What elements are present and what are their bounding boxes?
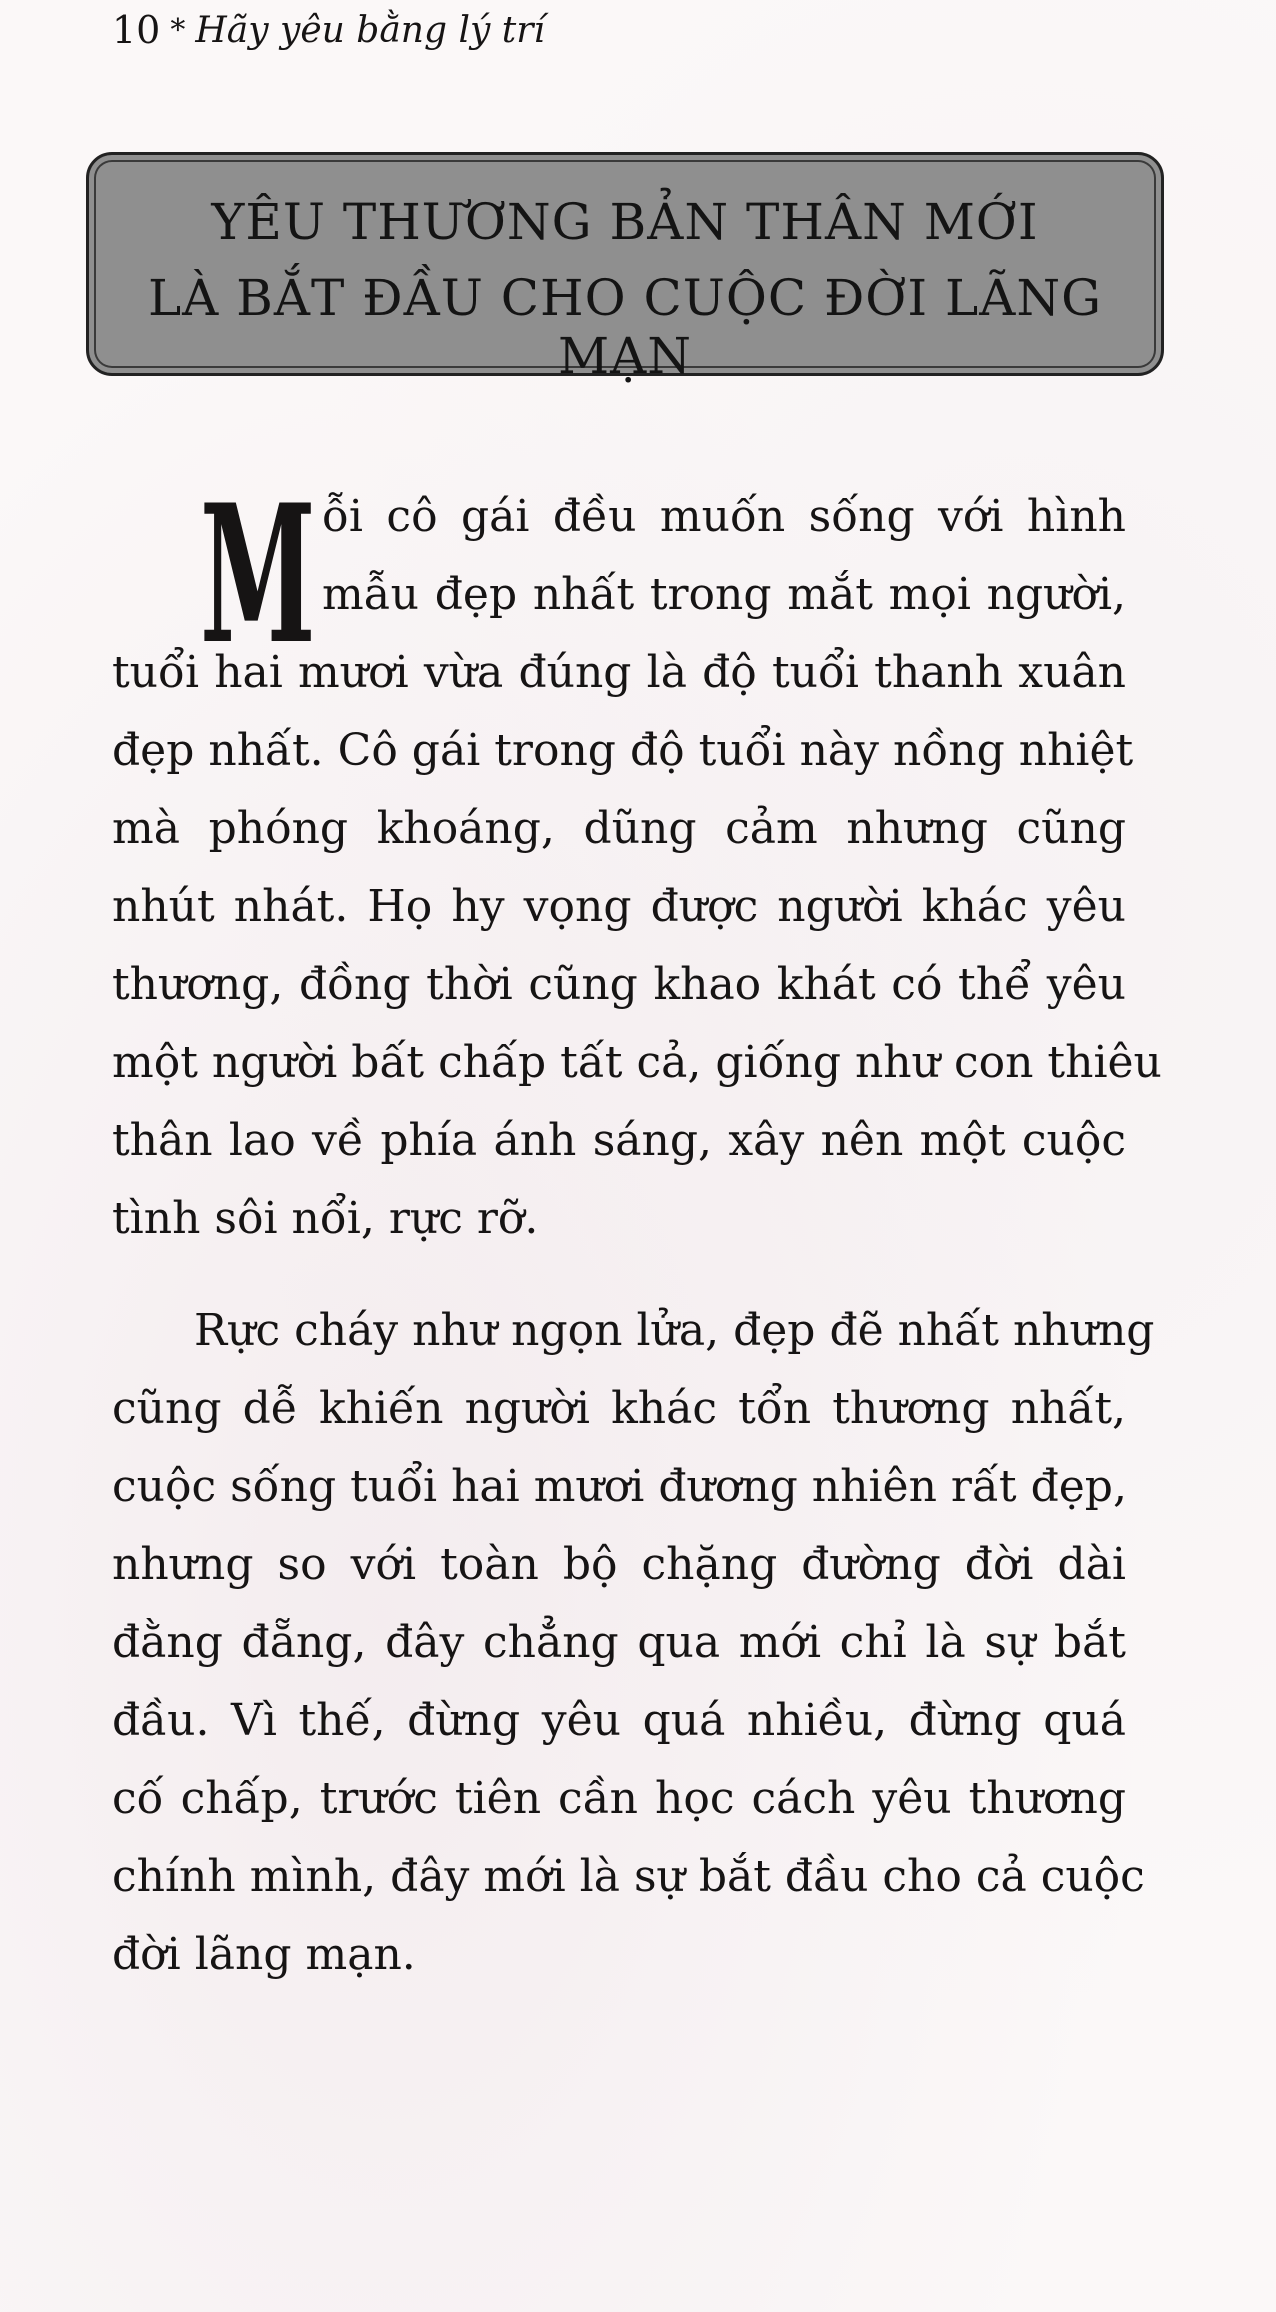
drop-cap: M bbox=[200, 463, 316, 686]
paragraph-2-line: đầu. Vì thế, đừng yêu quá nhiều, đừng quá bbox=[112, 1695, 1126, 1746]
paragraph-1-line: nhút nhát. Họ hy vọng được người khác yêu bbox=[112, 881, 1126, 932]
paragraph-1-line: đẹp nhất. Cô gái trong độ tuổi này nồng nhiệt bbox=[112, 725, 1134, 776]
paragraph-1-line: thân lao về phía ánh sáng, xây nên một cuộc bbox=[112, 1115, 1126, 1166]
paragraph-2-line: cũng dễ khiến người khác tổn thương nhất, bbox=[112, 1383, 1126, 1434]
paragraph-2-line: nhưng so với toàn bộ chặng đường đời dài bbox=[112, 1539, 1126, 1590]
paragraph-2-line: Rực cháy như ngọn lửa, đẹp đẽ nhất nhưng bbox=[194, 1305, 1155, 1356]
section-title-line-2: LÀ BẮT ĐẦU CHO CUỘC ĐỜI LÃNG MẠN bbox=[147, 269, 1103, 385]
page-number: 10 bbox=[112, 8, 161, 52]
paragraph-1-line: mẫu đẹp nhất trong mắt mọi người, bbox=[322, 569, 1126, 620]
paragraph-1-line: ỗi cô gái đều muốn sống với hình bbox=[322, 491, 1126, 542]
paragraph-2-line: cuộc sống tuổi hai mươi đương nhiên rất đẹp, bbox=[112, 1461, 1127, 1512]
paragraph-1-line: tuổi hai mươi vừa đúng là độ tuổi thanh xuân bbox=[112, 647, 1126, 698]
section-title-line-1: YÊU THƯƠNG BẢN THÂN MỚI bbox=[211, 193, 1039, 251]
running-book-title: Hãy yêu bằng lý trí bbox=[195, 9, 545, 51]
paragraph-1-line: tình sôi nổi, rực rỡ. bbox=[112, 1193, 539, 1244]
paragraph-1-line: mà phóng khoáng, dũng cảm nhưng cũng bbox=[112, 803, 1126, 854]
paragraph-2-line: đằng đẵng, đây chẳng qua mới chỉ là sự bắt bbox=[112, 1617, 1126, 1668]
header-separator: * bbox=[170, 12, 186, 48]
paragraph-2-line: cố chấp, trước tiên cần học cách yêu thương bbox=[112, 1773, 1126, 1824]
paragraph-2-line: chính mình, đây mới là sự bắt đầu cho cả cuộc bbox=[112, 1851, 1145, 1902]
paragraph-1-line: một người bất chấp tất cả, giống như con thiêu bbox=[112, 1037, 1162, 1088]
section-title-box bbox=[86, 152, 1164, 385]
paragraph-1-line: thương, đồng thời cũng khao khát có thể yêu bbox=[112, 959, 1126, 1010]
paragraph-2-line: đời lãng mạn. bbox=[112, 1929, 416, 1980]
page-header bbox=[112, 0, 545, 60]
